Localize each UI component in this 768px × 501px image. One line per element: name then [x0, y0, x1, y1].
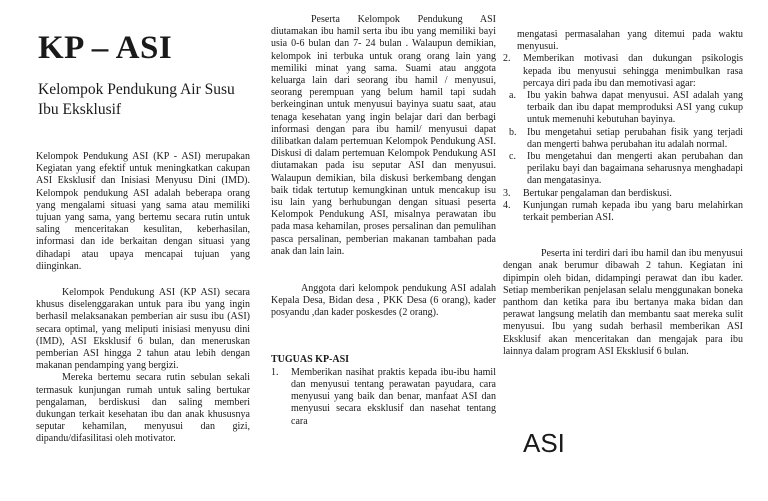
task-list — [271, 367, 496, 428]
list-item-number: 3. — [503, 187, 511, 199]
list-item — [503, 188, 743, 200]
sub-list-item — [503, 151, 743, 188]
list-item — [271, 367, 496, 428]
list-item — [503, 200, 743, 224]
sub-item-letter: c. — [509, 151, 516, 163]
members-paragraph: Anggota dari kelompok pendukung ASI adalah Kepala Desa, Bidan desa , PKK Desa (6 orang), kader posyandu ,dan kader poskesdes (2 orang). — [271, 283, 496, 319]
list-item-text: Bertukar pengalaman dan berdiskusi. — [523, 187, 672, 199]
sub-item-letter: b. — [509, 126, 517, 138]
sub-item-text: Ibu yakin bahwa dapat menyusui. ASI adalah yang terbaik dan ibu dapat memproduksi ASI yang cukup untuk memenuhi kebutuhan bayinya. — [527, 90, 743, 126]
sub-item-text: Ibu mengetahui dan mengerti akan perubahan dan perilaku bayi dan bagaimana seharusnya menghadapi dan mengatasinya. — [527, 151, 743, 187]
list-item-text: Memberikan nasihat praktis kepada ibu-ibu hamil dan menyusui tentang perawatan payudara, cara menyusui yang baik dan benar, manfaat ASI dan menyusui secara eksklusif dan nasehat tentang cara — [291, 366, 496, 427]
sub-list-item — [503, 127, 743, 151]
list-item-number: 4. — [503, 199, 511, 211]
purpose-paragraph: Kelompok Pendukung ASI (KP ASI) secara khusus diselenggarakan untuk para ibu yang ingin berhasil melaksanakan pemberian air susu ibu (ASI) secara optimal, yang meliputi inisiasi menyusu dini (IMD), ASI Eksklusif 6 bulan, dan meneruskan pemberian ASI hingga 2 tahun atau lebih dengan makanan pendamping yang bergizi. — [36, 287, 250, 372]
list-item-text: Memberikan motivasi dan dukungan psikologis kepada ibu menyusui sehingga menimbulkan rasa percaya diri pada ibu dan memotivasi agar: — [523, 53, 743, 89]
page-subtitle: Kelompok Pendukung Air Susu Ibu Eksklusif — [38, 81, 235, 118]
continuation-text: mengatasi permasalahan yang ditemui pada waktu menyusui. — [517, 29, 743, 53]
asi-label: ASI — [523, 428, 565, 458]
column-middle — [271, 0, 496, 428]
participants-paragraph: Peserta Kelompok Pendukung ASI diutamakan ibu hamil serta ibu ibu yang memiliki bayi usia 0-6 bulan dan 7- 24 bulan . Walaupun demikian, kelompok ini terbuka untuk orang orang lain yang memiliki minat yang sama. Suami atau anggota keluarga lain dari seorang ibu hamil / menyusui, seorang perempuan yang belum hamil tapi sudah berkeinginan untuk menyusui bayinya suatu saat, atau tenaga kesehatan yang ingin belajar dari dan berbagi informasi dengan para ibu hamil/ menyusui dapat dilibatkan dalam pertemuan Kelompok Pendukung ASI. Diskusi di dalam pertemuan Kelompok Pendukung ASI diutamakan pada isu seputar ASI dan menyusui. Walaupun demikian, bila diskusi berkembang dengan baik tidak tertutup kemungkinan untuk mencakup isu isu lain yang berhubungan dengan situasi peserta Kelompok Pendukung ASI, misalnya perawatan ibu pada masa kehamilan, proses persalinan dan pemulihan pasca persalinan, pemberian makanan tambahan pada anak dan lain lain. — [271, 14, 496, 257]
list-item-number: 1. — [271, 366, 279, 378]
activity-paragraph: Peserta ini terdiri dari ibu hamil dan ibu menyusui dengan anak berumur dibawah 2 tahun. Kegiatan ini dipimpin oleh bidan, didampingi perawat dan ibu kader. Setiap memberikan penjelasan selalu menggunakan boneka panthom dan ketika para ibu bertanya maka bidan dan perawat langsung melatih dan membantu saat mereka sulit menyusui. Ibu yang sudah berhasil memberikan ASI Eksklusif akan menceritakan dan mengajak para ibu lainnya dalam program ASI Eksklusif 6 bulan. — [503, 248, 743, 357]
list-item-text: Kunjungan rumah kepada ibu yang baru melahirkan terkait pemberian ASI. — [523, 199, 743, 224]
meeting-paragraph: Mereka bertemu secara rutin sebulan sekali termasuk kunjungan rumah untuk saling bertukar pengalaman, berdiskusi dan saling memberi dukungan terkait kesehatan ibu dan anak khususnya seputar kehamilan, menyusui dan gizi, dipandu/difasilitasi oleh motivator. — [36, 372, 250, 445]
list-item — [503, 53, 743, 187]
sub-list-item — [503, 90, 743, 127]
section-title: TUGUAS KP-ASI — [271, 353, 350, 365]
list-item-number: 2. — [503, 53, 511, 65]
sub-list — [503, 90, 743, 188]
intro-paragraph: Kelompok Pendukung ASI (KP - ASI) merupakan Kegiatan yang efektif untuk meningkatkan cakupan ASI Eksklusif dan Inisiasi Menyusu Dini (IMD). Kelompok pendukung ASI adalah beberapa orang yang mengalami situasi yang sama atau memiliki tujuan yang sama, yang bertemu secara rutin untuk saling menceritakan kesulitan, keberhasilan, informasi dan ide berkaitan dengan situasi yang dihadapi atau upaya mencapai tujuan yang diinginkan. — [36, 151, 250, 272]
sub-item-letter: a. — [509, 90, 516, 102]
column-right — [503, 0, 743, 358]
page-title: KP – ASI — [38, 30, 173, 66]
column-left — [36, 0, 250, 446]
task-list-continued — [503, 53, 743, 224]
sub-item-text: Ibu mengetahui setiap perubahan fisik yang terjadi dan mengerti bahwa perubahan itu adalah normal. — [527, 126, 743, 150]
